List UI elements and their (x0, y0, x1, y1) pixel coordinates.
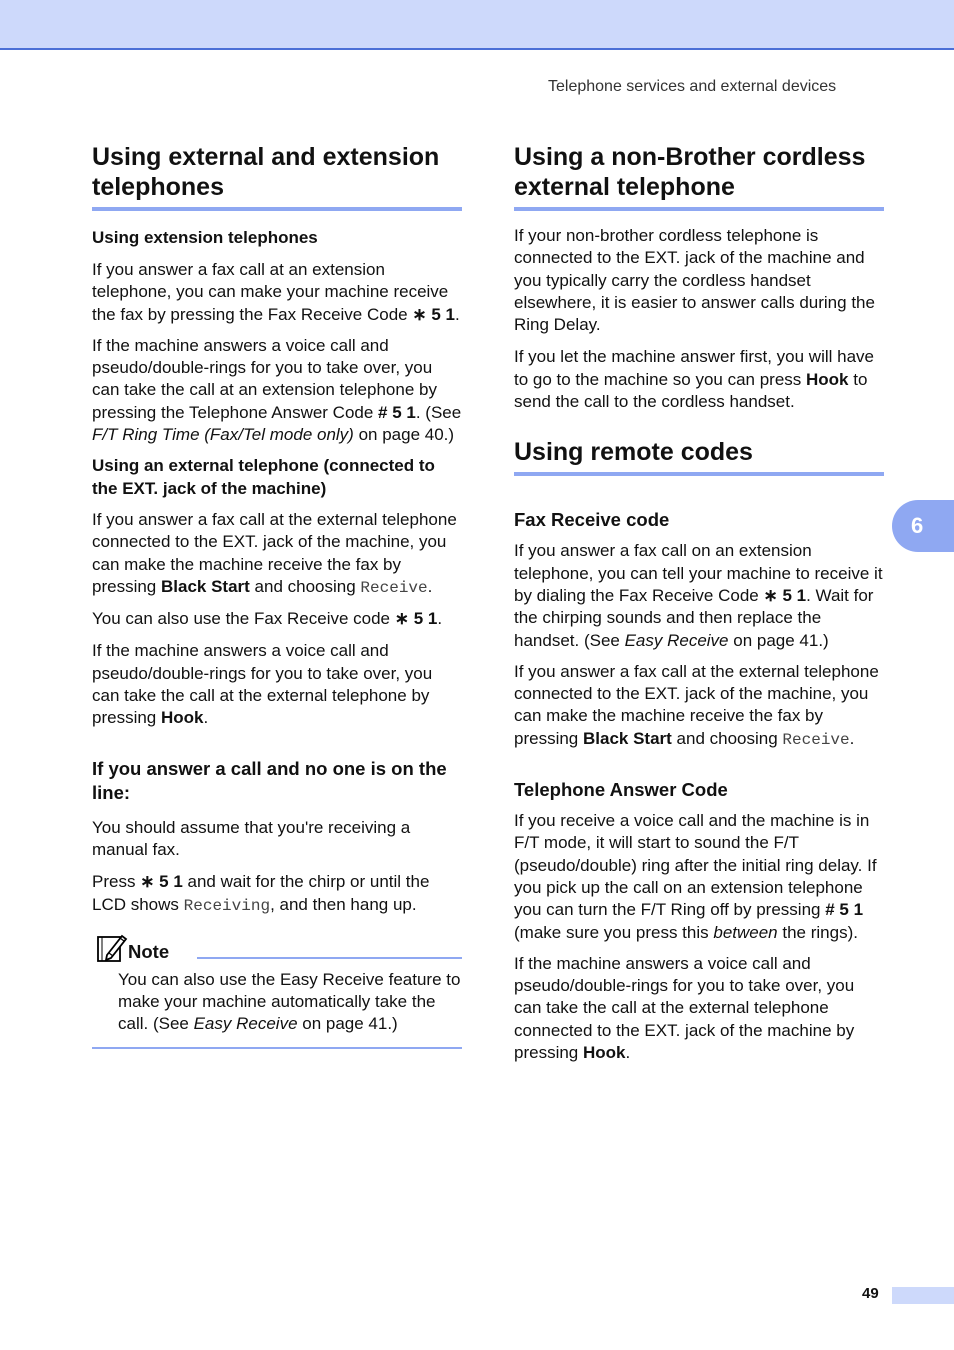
paragraph-answer-code (514, 810, 884, 944)
star-symbol: ∗ (412, 304, 427, 324)
text: . Wait for the chirping sounds and then replace the handset. (See (514, 585, 874, 650)
right-column (514, 142, 884, 1064)
cross-reference: Easy Receive (193, 1014, 298, 1034)
note-pencil-icon (95, 931, 129, 965)
key-hook: Hook (806, 369, 849, 389)
paragraph-fax-receive (514, 540, 884, 651)
paragraph-cordless-intro: If your non-brother cordless telephone is connected to the EXT. jack of the machine and you typically carry the cordless handset elsewhere, it is easier to answer calls during the Ring Delay. (514, 226, 875, 335)
code: # 5 1 (378, 402, 416, 422)
text: . (625, 1043, 631, 1063)
text: and wait for the chirp or until the LCD shows (92, 872, 430, 914)
subheading-fax-receive-code: Fax Receive code (514, 509, 670, 531)
subheading-extension-telephones: Using extension telephones (92, 228, 318, 247)
text: on page 41.) (297, 1014, 398, 1034)
text: . (See (415, 402, 462, 422)
text: (make sure you press this (514, 922, 714, 942)
text: . (849, 728, 855, 748)
note-text (118, 969, 462, 1036)
paragraph-external-fax (514, 661, 884, 751)
text: Press (92, 872, 141, 892)
text: , and then hang up. (270, 894, 417, 914)
code: 5 1 (408, 609, 438, 629)
emphasis: between (713, 922, 778, 942)
key-black-start: Black Start (160, 576, 250, 596)
paragraph-press-code (92, 871, 462, 917)
text: If you receive a voice call and the machine is in F/T mode, it will start to sound the F/T (pseudo/double) ring after the initial ring delay. If you pick up the call on an extension telephone you can turn the F/T Ring off by pressing (514, 811, 877, 920)
section-title-cordless: Using a non-Brother cordless external telephone (514, 142, 884, 211)
star-symbol: ∗ (763, 585, 778, 605)
section-title-remote-codes: Using remote codes (514, 437, 884, 476)
text: . (437, 609, 443, 629)
paragraph-cordless-hook (514, 346, 884, 413)
code: 5 1 (777, 585, 807, 605)
text: on page 40.) (353, 425, 455, 445)
text: You can also use the Easy Receive feature to make your machine automatically take the call. (See (118, 969, 461, 1034)
text: . (454, 304, 460, 324)
text: If the machine answers a voice call and pseudo/double-rings for you to take over, you can take the call at the external telephone by pressing (92, 641, 433, 728)
paragraph-extension-voice (92, 335, 462, 446)
paragraph-extension-fax (92, 259, 462, 326)
lcd-text: Receive (360, 578, 428, 597)
subheading-no-one-on-line: If you answer a call and no one is on the line: (92, 757, 447, 803)
paragraph-external-fax (92, 509, 462, 599)
note-header (92, 935, 462, 969)
cross-reference: F/T Ring Time (Fax/Tel mode only) (92, 425, 354, 445)
note-box (92, 935, 462, 1049)
paragraph-external-voice (514, 953, 884, 1064)
star-symbol: ∗ (394, 609, 409, 629)
chapter-tab: 6 (892, 500, 954, 552)
footer-band (892, 1287, 954, 1304)
subheading-external-telephone: Using an external telephone (connected to the EXT. jack of the machine) (92, 456, 435, 498)
text: If you answer a fax call at an extension telephone, you can make your machine receive the fax by pressing the Fax Receive Code (92, 260, 449, 324)
header-band (0, 0, 954, 50)
text: . (203, 708, 209, 728)
key-hook: Hook (160, 708, 204, 728)
lcd-text: Receive (782, 730, 850, 749)
star-symbol: ∗ (140, 872, 155, 892)
paragraph-external-voice (92, 640, 462, 729)
note-body (92, 969, 462, 1049)
text: If you let the machine answer first, you will have to go to the machine so you can press (514, 347, 874, 389)
text: to send the call to the cordless handset. (514, 369, 868, 412)
text: the rings). (777, 922, 858, 942)
left-column (92, 142, 462, 1049)
cross-reference: Easy Receive (624, 630, 729, 650)
note-title: Note (128, 940, 170, 962)
page-number: 49 (862, 1285, 879, 1302)
code: # 5 1 (825, 900, 864, 920)
text: If you answer a fax call on an extension telephone, you can tell your machine to receive it by dialing the Fax Receive Code (514, 541, 883, 605)
lcd-text: Receiving (183, 896, 271, 915)
paragraph-manual-fax: You should assume that you're receiving a manual fax. (92, 817, 411, 859)
section-title-external-extension: Using external and extension telephones (92, 142, 462, 211)
text: and choosing (249, 576, 361, 596)
text: If you answer a fax call at the external telephone connected to the EXT. jack of the machine, you can make the machine receive the fax by pressing (514, 661, 879, 748)
text: . (427, 576, 433, 596)
text: If you answer a fax call at the external telephone connected to the EXT. jack of the machine, you can make the machine receive the fax by pressing (92, 509, 457, 596)
text: If the machine answers a voice call and pseudo/double-rings for you to take over, you can take the call at the external telephone connected to the EXT. jack of the machine by pressing (514, 953, 855, 1063)
key-hook: Hook (582, 1043, 626, 1063)
text: You can also use the Fax Receive code (92, 609, 395, 629)
paragraph-fax-receive-code (92, 608, 462, 630)
text: and choosing (671, 728, 783, 748)
key-black-start: Black Start (582, 728, 672, 748)
running-header: Telephone services and external devices (548, 78, 837, 95)
text: If the machine answers a voice call and pseudo/double-rings for you to take over, you can take the call at an extension telephone by pressing the Telephone Answer Code (92, 335, 437, 422)
note-rule (197, 957, 462, 959)
text: on page 41.) (728, 630, 829, 650)
code: 5 1 (154, 872, 183, 892)
subheading-telephone-answer-code: Telephone Answer Code (514, 779, 728, 801)
code: 5 1 (426, 304, 455, 324)
